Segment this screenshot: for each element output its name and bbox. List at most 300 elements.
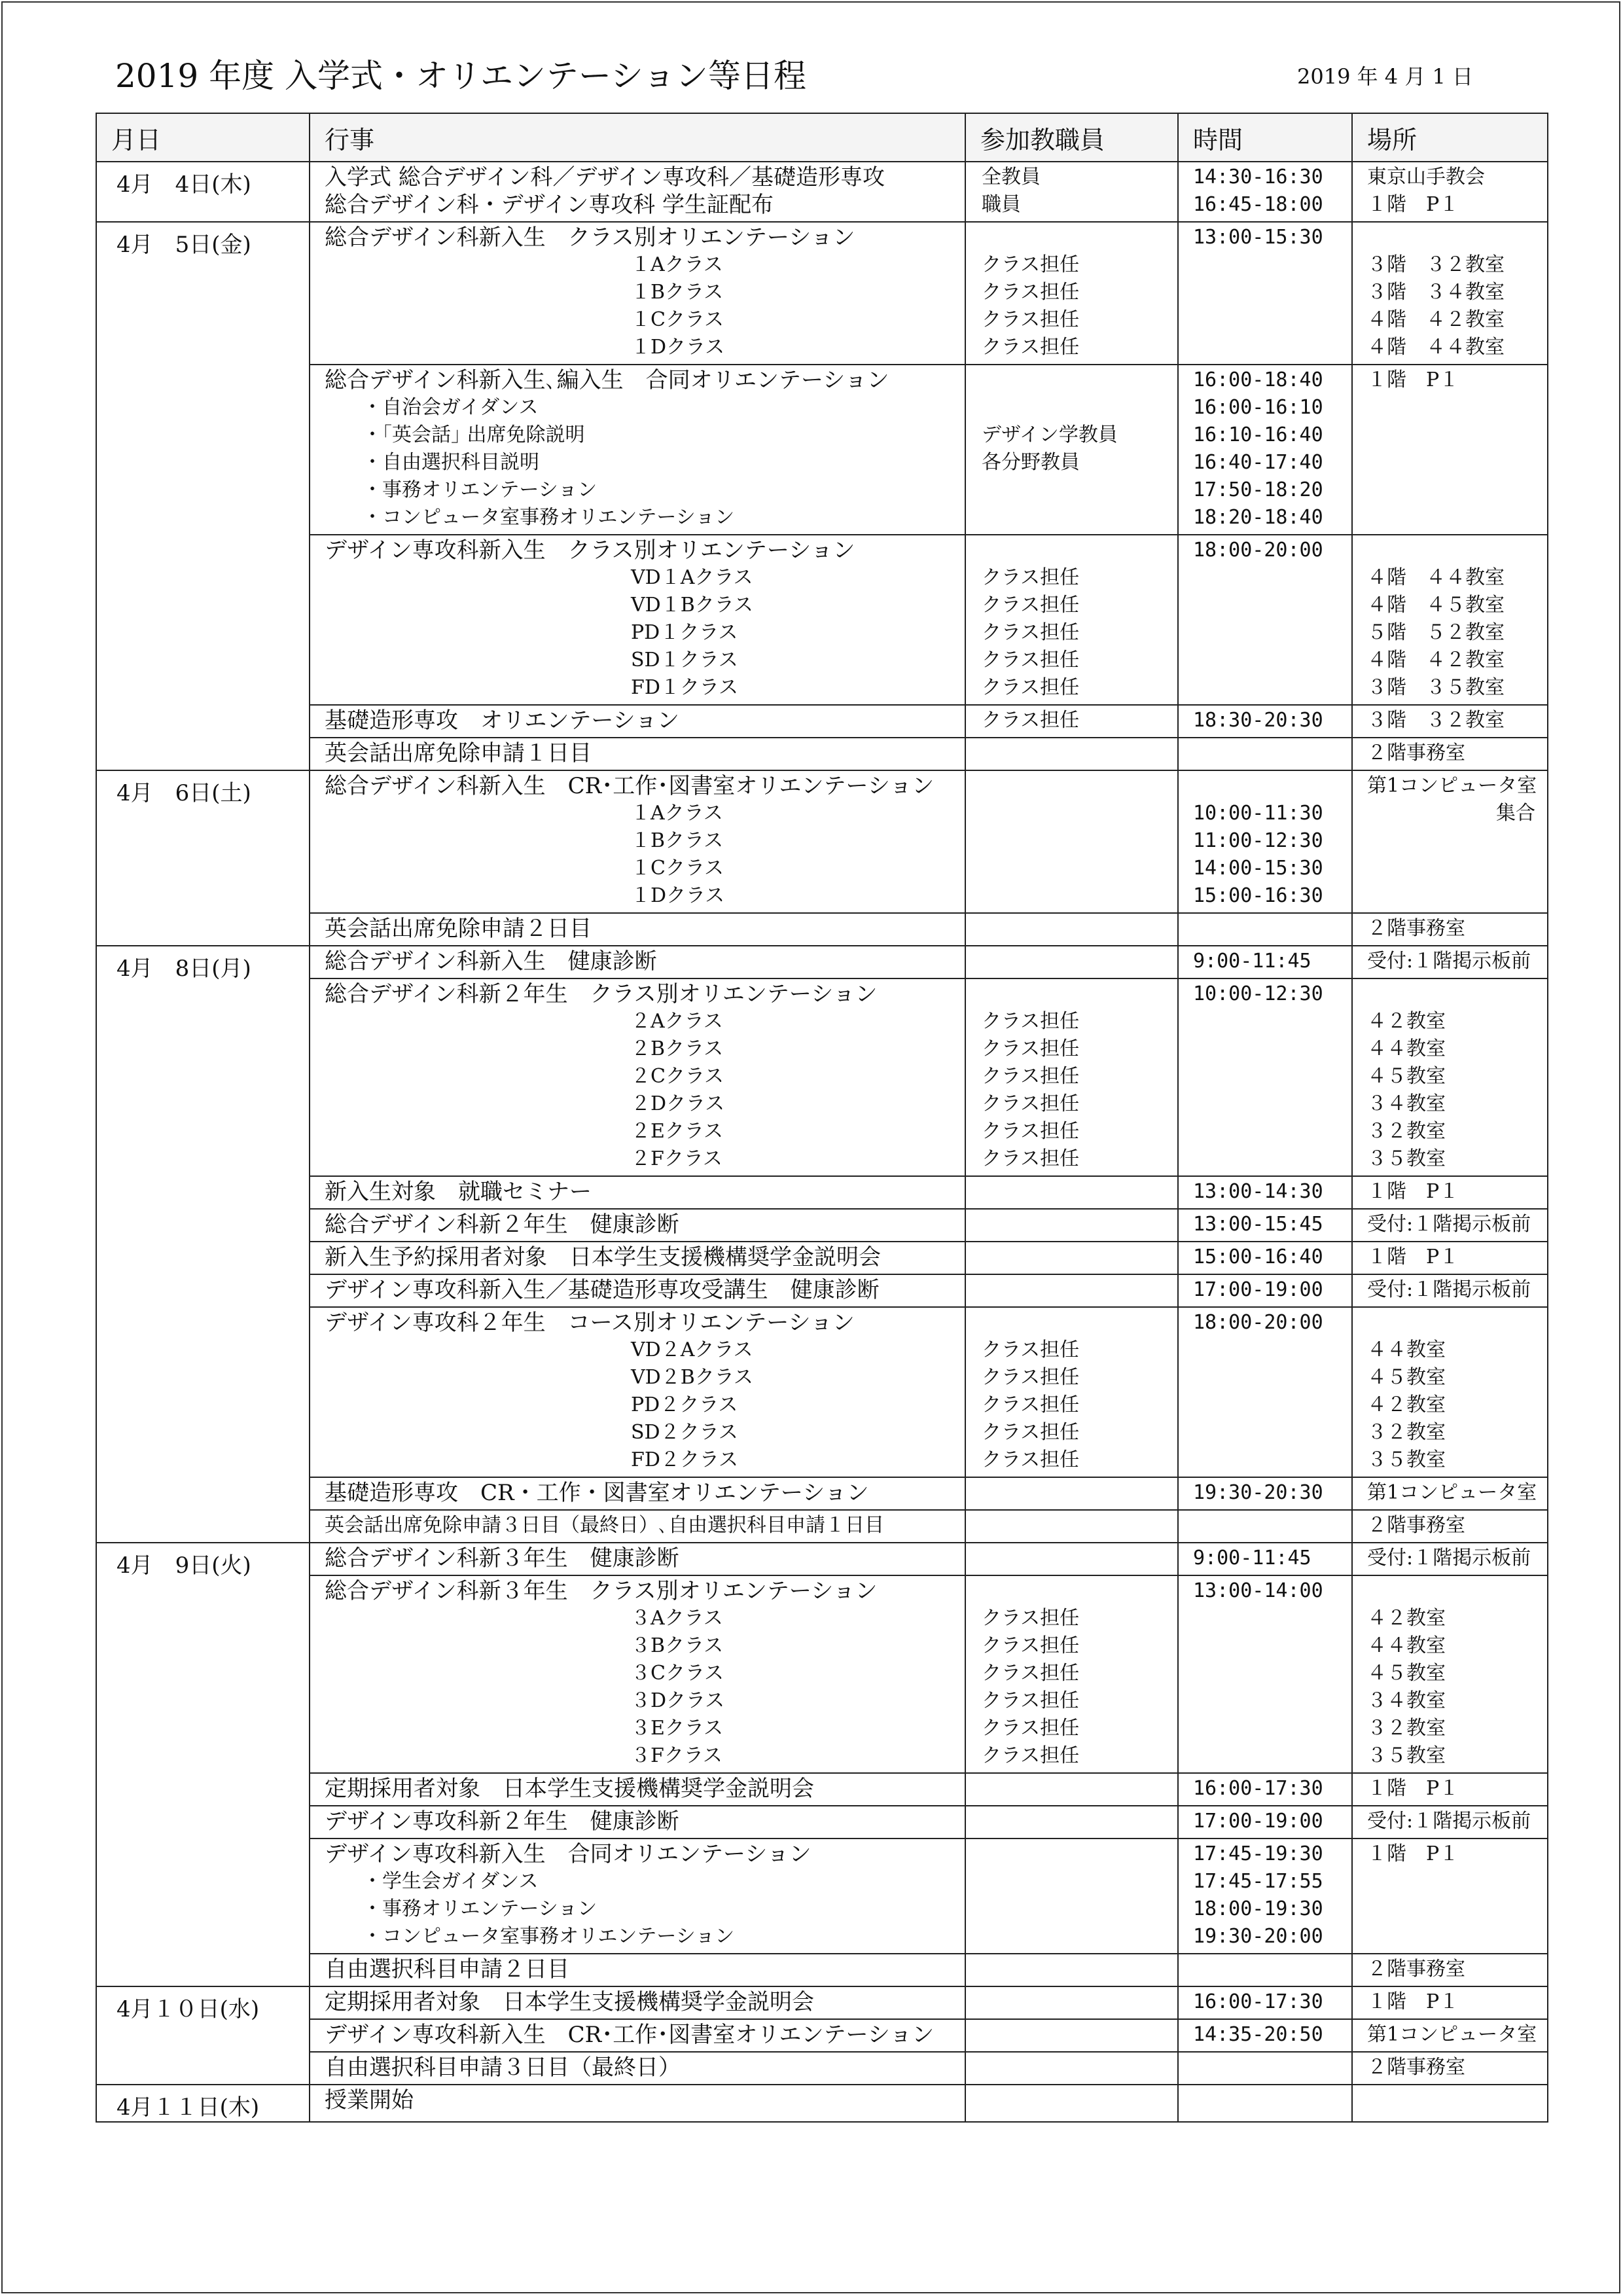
staff-cell: [965, 1510, 1178, 1543]
time-line: 16:10-16:40: [1193, 423, 1323, 446]
time-line: [1179, 1742, 1351, 1770]
time-line: 14:00-15:30: [1193, 857, 1323, 880]
time-line: 18:00-19:30: [1193, 1897, 1323, 1920]
time-line: [1179, 1660, 1351, 1687]
staff-line: [966, 1479, 1177, 1507]
staff-line: クラス担任: [982, 1717, 1080, 1740]
time-cell: [1178, 770, 1352, 913]
table-row: [96, 1274, 1548, 1307]
staff-line: [966, 800, 1177, 827]
time-line: 18:20-18:40: [1193, 506, 1323, 529]
event-cell: [310, 1274, 965, 1307]
staff-cell: [965, 2052, 1178, 2085]
place-line: [1353, 1309, 1547, 1336]
table-row: [96, 1176, 1548, 1209]
time-cell: [1178, 705, 1352, 738]
place-line: ４４教室: [1367, 1338, 1446, 1361]
place-line: ４階 ４４教室: [1367, 566, 1505, 589]
time-line: 13:00-14:00: [1193, 1579, 1323, 1602]
event-line: ・事務オリエンテーション: [363, 1897, 597, 1920]
time-line: 17:45-19:30: [1193, 1842, 1323, 1865]
place-cell: [1352, 1274, 1548, 1307]
place-line: 受付:１階掲示板前: [1367, 1278, 1531, 1301]
header-staff: 参加教職員: [965, 113, 1178, 162]
time-line: [1179, 1419, 1351, 1446]
table-row: [96, 738, 1548, 770]
time-cell: [1178, 1773, 1352, 1806]
time-line: 15:00-16:30: [1193, 884, 1323, 907]
event-line: PD２クラス: [631, 1393, 738, 1416]
event-line: 総合デザイン科新入生､編入生 合同オリエンテーション: [325, 367, 889, 393]
event-line: ２Eクラス: [631, 1120, 723, 1143]
event-cell: [310, 705, 965, 738]
time-line: [1179, 1063, 1351, 1090]
table-row: [96, 1806, 1548, 1839]
event-cell: [310, 1209, 965, 1242]
staff-line: [966, 1276, 1177, 1304]
time-line: [1179, 1118, 1351, 1145]
place-cell: [1352, 222, 1548, 365]
date-cell: 4月 9日(火): [96, 1543, 310, 1986]
place-line: ３階 ３２教室: [1367, 709, 1505, 732]
staff-line: クラス担任: [982, 281, 1080, 304]
staff-line: [966, 2021, 1177, 2049]
time-line: [1179, 1364, 1351, 1391]
place-line: ４２教室: [1367, 1393, 1446, 1416]
event-cell: [310, 1242, 965, 1274]
staff-cell: [965, 162, 1178, 222]
event-line: 総合デザイン科新２年生 健康診断: [325, 1211, 679, 1238]
table-row: [96, 162, 1548, 222]
place-line: [1353, 537, 1547, 564]
place-line: 第1コンピュータ室: [1367, 1481, 1537, 1504]
place-cell: [1352, 1209, 1548, 1242]
place-line: １階 P１: [1367, 1842, 1459, 1865]
time-line: [1179, 1632, 1351, 1660]
event-cell: [310, 1986, 965, 2019]
event-line: VD２Aクラス: [631, 1338, 753, 1361]
place-line: [1353, 2087, 1547, 2114]
place-line: [1353, 394, 1547, 422]
event-line: 定期採用者対象 日本学生支援機構奨学金説明会: [325, 1989, 814, 2015]
table-row: [96, 1575, 1548, 1773]
place-cell: [1352, 1510, 1548, 1543]
staff-line: [966, 1988, 1177, 2016]
place-line: ５階 ５２教室: [1367, 621, 1505, 644]
time-line: [1179, 647, 1351, 674]
table-row: [96, 1307, 1548, 1477]
staff-cell: [965, 2019, 1178, 2052]
event-line: ３Bクラス: [631, 1634, 724, 1657]
event-line: 英会話出席免除申請３日目（最終日）､自由選択科目申請１日目: [325, 1514, 884, 1537]
event-line: ・コンピュータ室事務オリエンテーション: [363, 1925, 735, 1948]
event-line: １Dクラス: [631, 884, 725, 907]
table-row: [96, 1510, 1548, 1543]
event-line: デザイン専攻科新２年生 健康診断: [325, 1808, 679, 1835]
date-cell: 4月 4日(木): [96, 162, 310, 222]
time-line: [1179, 1336, 1351, 1364]
time-cell: [1178, 1176, 1352, 1209]
place-line: ３４教室: [1367, 1092, 1446, 1115]
event-line: デザイン専攻科新入生 クラス別オリエンテーション: [325, 537, 855, 564]
event-line: 総合デザイン科新３年生 クラス別オリエンテーション: [325, 1578, 878, 1604]
event-line: 定期採用者対象 日本学生支援機構奨学金説明会: [325, 1776, 814, 1802]
place-line: １階 P１: [1367, 368, 1459, 391]
staff-line: クラス担任: [982, 621, 1080, 644]
event-line: SD１クラス: [631, 649, 738, 672]
place-line: 集合: [1496, 802, 1535, 825]
time-cell: [1178, 1510, 1352, 1543]
event-cell: [310, 2085, 965, 2122]
place-line: 受付:１階掲示板前: [1367, 1810, 1531, 1833]
table-row: [96, 365, 1548, 535]
time-line: [1179, 1035, 1351, 1063]
time-line: 19:30-20:30: [1193, 1481, 1323, 1504]
staff-cell: [965, 738, 1178, 770]
place-line: ４階 ４５教室: [1367, 594, 1505, 617]
event-line: ・｢英会話｣ 出席免除説明: [363, 423, 585, 446]
table-row: [96, 946, 1548, 978]
place-cell: [1352, 2052, 1548, 2085]
staff-line: クラス担任: [982, 1338, 1080, 1361]
place-line: [1353, 980, 1547, 1008]
date-cell: 4月 8日(月): [96, 946, 310, 1543]
staff-line: [966, 224, 1177, 251]
place-line: [1353, 504, 1547, 531]
staff-line: [966, 367, 1177, 394]
header-event: 行事: [310, 113, 965, 162]
event-line: ・事務オリエンテーション: [363, 478, 597, 501]
event-cell: [310, 365, 965, 535]
event-line: 総合デザイン科・デザイン専攻科 学生証配布: [325, 192, 774, 218]
staff-line: [966, 1577, 1177, 1605]
place-line: ４階 ４４教室: [1367, 336, 1505, 359]
staff-line: [966, 1512, 1177, 1539]
place-cell: [1352, 946, 1548, 978]
place-line: ２階事務室: [1367, 742, 1465, 764]
event-line: 総合デザイン科新入生 CR･工作･図書室オリエンテーション: [325, 773, 935, 799]
staff-line: クラス担任: [982, 1010, 1080, 1033]
table-header-row: [96, 113, 1548, 162]
event-cell: [310, 535, 965, 705]
event-cell: [310, 1773, 965, 1806]
event-line: ２Cクラス: [631, 1065, 724, 1088]
place-cell: [1352, 1954, 1548, 1986]
time-line: [1179, 251, 1351, 279]
time-cell: [1178, 2085, 1352, 2122]
time-cell: [1178, 946, 1352, 978]
place-line: ４５教室: [1367, 1366, 1446, 1389]
time-cell: [1178, 1954, 1352, 1986]
place-cell: [1352, 978, 1548, 1176]
table-row: [96, 1209, 1548, 1242]
staff-line: クラス担任: [982, 676, 1080, 699]
time-line: [1179, 564, 1351, 592]
event-line: 基礎造形専攻 オリエンテーション: [325, 708, 679, 734]
time-line: 9:00-11:45: [1193, 1547, 1311, 1570]
event-line: ３Eクラス: [631, 1717, 723, 1740]
place-cell: [1352, 1839, 1548, 1954]
staff-line: [966, 1545, 1177, 1572]
staff-line: クラス担任: [982, 253, 1080, 276]
time-line: 14:35-20:50: [1193, 2023, 1323, 2046]
time-line: [1179, 279, 1351, 306]
place-line: ３５教室: [1367, 1147, 1446, 1170]
staff-line: クラス担任: [982, 1092, 1080, 1115]
place-line: ３２教室: [1367, 1120, 1446, 1143]
staff-line: [966, 1309, 1177, 1336]
staff-cell: [965, 535, 1178, 705]
staff-line: [966, 1244, 1177, 1271]
event-line: 新入生対象 就職セミナー: [325, 1179, 592, 1205]
event-line: ２Bクラス: [631, 1037, 724, 1060]
place-line: ４２教室: [1367, 1607, 1446, 1630]
time-cell: [1178, 738, 1352, 770]
staff-line: クラス担任: [982, 649, 1080, 672]
event-line: ・自由選択科目説明: [363, 451, 539, 474]
staff-line: [966, 980, 1177, 1008]
staff-line: [966, 772, 1177, 800]
event-line: デザイン専攻科新入生 合同オリエンテーション: [325, 1841, 812, 1867]
staff-cell: [965, 1839, 1178, 1954]
event-line: ３Aクラス: [631, 1607, 723, 1630]
time-line: [1179, 1391, 1351, 1419]
date-cell: 4月１０日(水): [96, 1986, 310, 2085]
place-cell: [1352, 1307, 1548, 1477]
table-row: [96, 978, 1548, 1176]
event-line: VD１Bクラス: [631, 594, 753, 617]
staff-line: [966, 740, 1177, 767]
place-line: ４階 ４２教室: [1367, 308, 1505, 331]
place-line: 第1コンピュータ室: [1367, 774, 1537, 797]
event-cell: [310, 738, 965, 770]
staff-line: [966, 2087, 1177, 2114]
place-cell: [1352, 1242, 1548, 1274]
table-row: [96, 1839, 1548, 1954]
time-line: [1179, 1446, 1351, 1474]
staff-line: [966, 2054, 1177, 2081]
schedule-table: [96, 113, 1548, 2123]
event-line: ・学生会ガイダンス: [363, 1870, 539, 1893]
place-line: ４５教室: [1367, 1065, 1446, 1088]
staff-line: 職員: [982, 193, 1021, 216]
table-row: [96, 1242, 1548, 1274]
time-cell: [1178, 1209, 1352, 1242]
staff-line: [966, 504, 1177, 531]
time-line: [1179, 1715, 1351, 1742]
place-line: 受付:１階掲示板前: [1367, 950, 1531, 973]
staff-cell: [965, 222, 1178, 365]
staff-cell: [965, 705, 1178, 738]
staff-line: クラス担任: [982, 594, 1080, 617]
staff-line: クラス担任: [982, 1366, 1080, 1389]
staff-line: [966, 1895, 1177, 1923]
staff-line: クラス担任: [982, 1662, 1080, 1685]
event-line: 自由選択科目申請２日目: [325, 1956, 569, 1982]
event-cell: [310, 1307, 965, 1477]
time-line: [1179, 1687, 1351, 1715]
event-cell: [310, 1954, 965, 1986]
time-cell: [1178, 1543, 1352, 1575]
event-line: ２Fクラス: [631, 1147, 722, 1170]
event-line: １Cクラス: [631, 308, 724, 331]
time-cell: [1178, 222, 1352, 365]
event-line: 入学式 総合デザイン科／デザイン専攻科／基礎造形専攻: [325, 164, 885, 190]
time-cell: [1178, 2052, 1352, 2085]
place-cell: [1352, 1176, 1548, 1209]
staff-cell: [965, 946, 1178, 978]
event-line: １Bクラス: [631, 829, 724, 852]
staff-line: [966, 915, 1177, 942]
place-line: ２階事務室: [1367, 1958, 1465, 1981]
event-line: １Cクラス: [631, 857, 724, 880]
staff-line: デザイン学教員: [982, 423, 1118, 446]
event-cell: [310, 222, 965, 365]
place-cell: [1352, 770, 1548, 913]
time-line: [1179, 1008, 1351, 1035]
place-line: [1353, 882, 1547, 910]
event-cell: [310, 1839, 965, 1954]
event-cell: [310, 2019, 965, 2052]
place-line: 受付:１階掲示板前: [1367, 1547, 1531, 1570]
event-cell: [310, 1477, 965, 1510]
time-line: 16:00-17:30: [1193, 1990, 1323, 2013]
place-line: ２階事務室: [1367, 917, 1465, 940]
table-row: [96, 770, 1548, 913]
time-line: 17:50-18:20: [1193, 478, 1323, 501]
staff-line: 全教員: [982, 166, 1041, 188]
event-cell: [310, 1806, 965, 1839]
time-cell: [1178, 1307, 1352, 1477]
event-line: PD１クラス: [631, 621, 738, 644]
time-line: 9:00-11:45: [1193, 950, 1311, 973]
event-cell: [310, 2052, 965, 2085]
staff-line: クラス担任: [982, 1065, 1080, 1088]
staff-cell: [965, 365, 1178, 535]
staff-cell: [965, 1986, 1178, 2019]
time-line: [1179, 1512, 1351, 1539]
place-cell: [1352, 1543, 1548, 1575]
place-cell: [1352, 162, 1548, 222]
staff-line: [966, 882, 1177, 910]
place-line: １階 P１: [1367, 1777, 1459, 1800]
staff-line: クラス担任: [982, 1689, 1080, 1712]
time-line: [1179, 2054, 1351, 2081]
time-line: 16:00-17:30: [1193, 1777, 1323, 1800]
time-line: 10:00-12:30: [1193, 982, 1323, 1005]
staff-line: クラス担任: [982, 1147, 1080, 1170]
time-line: [1179, 915, 1351, 942]
staff-cell: [965, 1477, 1178, 1510]
staff-line: クラス担任: [982, 1634, 1080, 1657]
schedule-body: [96, 162, 1548, 2122]
staff-line: クラス担任: [982, 1120, 1080, 1143]
table-row: [96, 913, 1548, 946]
place-line: １階 P１: [1367, 1180, 1459, 1203]
event-line: １Bクラス: [631, 281, 724, 304]
time-line: [1179, 306, 1351, 334]
time-line: 16:40-17:40: [1193, 451, 1323, 474]
event-line: ３Dクラス: [631, 1689, 725, 1712]
event-cell: [310, 946, 965, 978]
staff-cell: [965, 2085, 1178, 2122]
table-row: [96, 1773, 1548, 1806]
event-line: デザイン専攻科２年生 コース別オリエンテーション: [325, 1310, 855, 1336]
place-line: １階 P１: [1367, 1246, 1459, 1268]
place-line: ４２教室: [1367, 1010, 1446, 1033]
time-line: 17:00-19:00: [1193, 1278, 1323, 1301]
place-line: [1353, 827, 1547, 855]
staff-cell: [965, 1954, 1178, 1986]
table-row: [96, 1543, 1548, 1575]
time-cell: [1178, 1242, 1352, 1274]
time-line: [1179, 619, 1351, 647]
place-cell: [1352, 1986, 1548, 2019]
staff-line: クラス担任: [982, 1744, 1080, 1767]
time-line: 18:00-20:00: [1193, 1311, 1323, 1334]
event-cell: [310, 913, 965, 946]
place-cell: [1352, 913, 1548, 946]
staff-cell: [965, 913, 1178, 946]
place-line: ３階 ３４教室: [1367, 281, 1505, 304]
table-row: [96, 535, 1548, 705]
place-line: ３２教室: [1367, 1717, 1446, 1740]
table-row: [96, 1986, 1548, 2019]
time-line: [1179, 1145, 1351, 1173]
place-line: [1353, 1923, 1547, 1950]
event-line: 基礎造形専攻 CR・工作・図書室オリエンテーション: [325, 1480, 869, 1506]
event-line: １Aクラス: [631, 802, 723, 825]
time-line: [1179, 2087, 1351, 2114]
date-cell: 4月１１日(木): [96, 2085, 310, 2122]
time-cell: [1178, 1274, 1352, 1307]
place-cell: [1352, 365, 1548, 535]
event-line: 英会話出席免除申請１日目: [325, 740, 592, 766]
time-cell: [1178, 162, 1352, 222]
place-line: １階 P１: [1367, 193, 1459, 216]
staff-line: クラス担任: [982, 308, 1080, 331]
time-cell: [1178, 1839, 1352, 1954]
place-line: １階 P１: [1367, 1990, 1459, 2013]
time-cell: [1178, 535, 1352, 705]
event-line: デザイン専攻科新入生／基礎造形専攻受講生 健康診断: [325, 1277, 880, 1303]
staff-cell: [965, 770, 1178, 913]
place-line: [1353, 422, 1547, 449]
staff-line: [966, 1211, 1177, 1238]
event-line: １Aクラス: [631, 253, 723, 276]
staff-cell: [965, 1806, 1178, 1839]
place-line: ２階事務室: [1367, 2056, 1465, 2079]
staff-cell: [965, 1575, 1178, 1773]
event-line: ・自治会ガイダンス: [363, 396, 539, 419]
staff-cell: [965, 1543, 1178, 1575]
event-line: 総合デザイン科新入生 クラス別オリエンテーション: [325, 224, 855, 251]
event-line: 新入生予約採用者対象 日本学生支援機構奨学金説明会: [325, 1244, 881, 1270]
event-line: 総合デザイン科新入生 健康診断: [325, 948, 657, 975]
time-line: [1179, 592, 1351, 619]
staff-line: [966, 1775, 1177, 1803]
time-line: [1179, 740, 1351, 767]
event-line: VD１Aクラス: [631, 566, 753, 589]
place-line: [1353, 1577, 1547, 1605]
place-line: ３階 ３２教室: [1367, 253, 1505, 276]
event-line: SD２クラス: [631, 1421, 738, 1444]
staff-line: クラス担任: [982, 1037, 1080, 1060]
staff-cell: [965, 1242, 1178, 1274]
time-line: [1179, 674, 1351, 702]
event-line: FD１クラス: [631, 676, 738, 699]
table-row: [96, 2019, 1548, 2052]
